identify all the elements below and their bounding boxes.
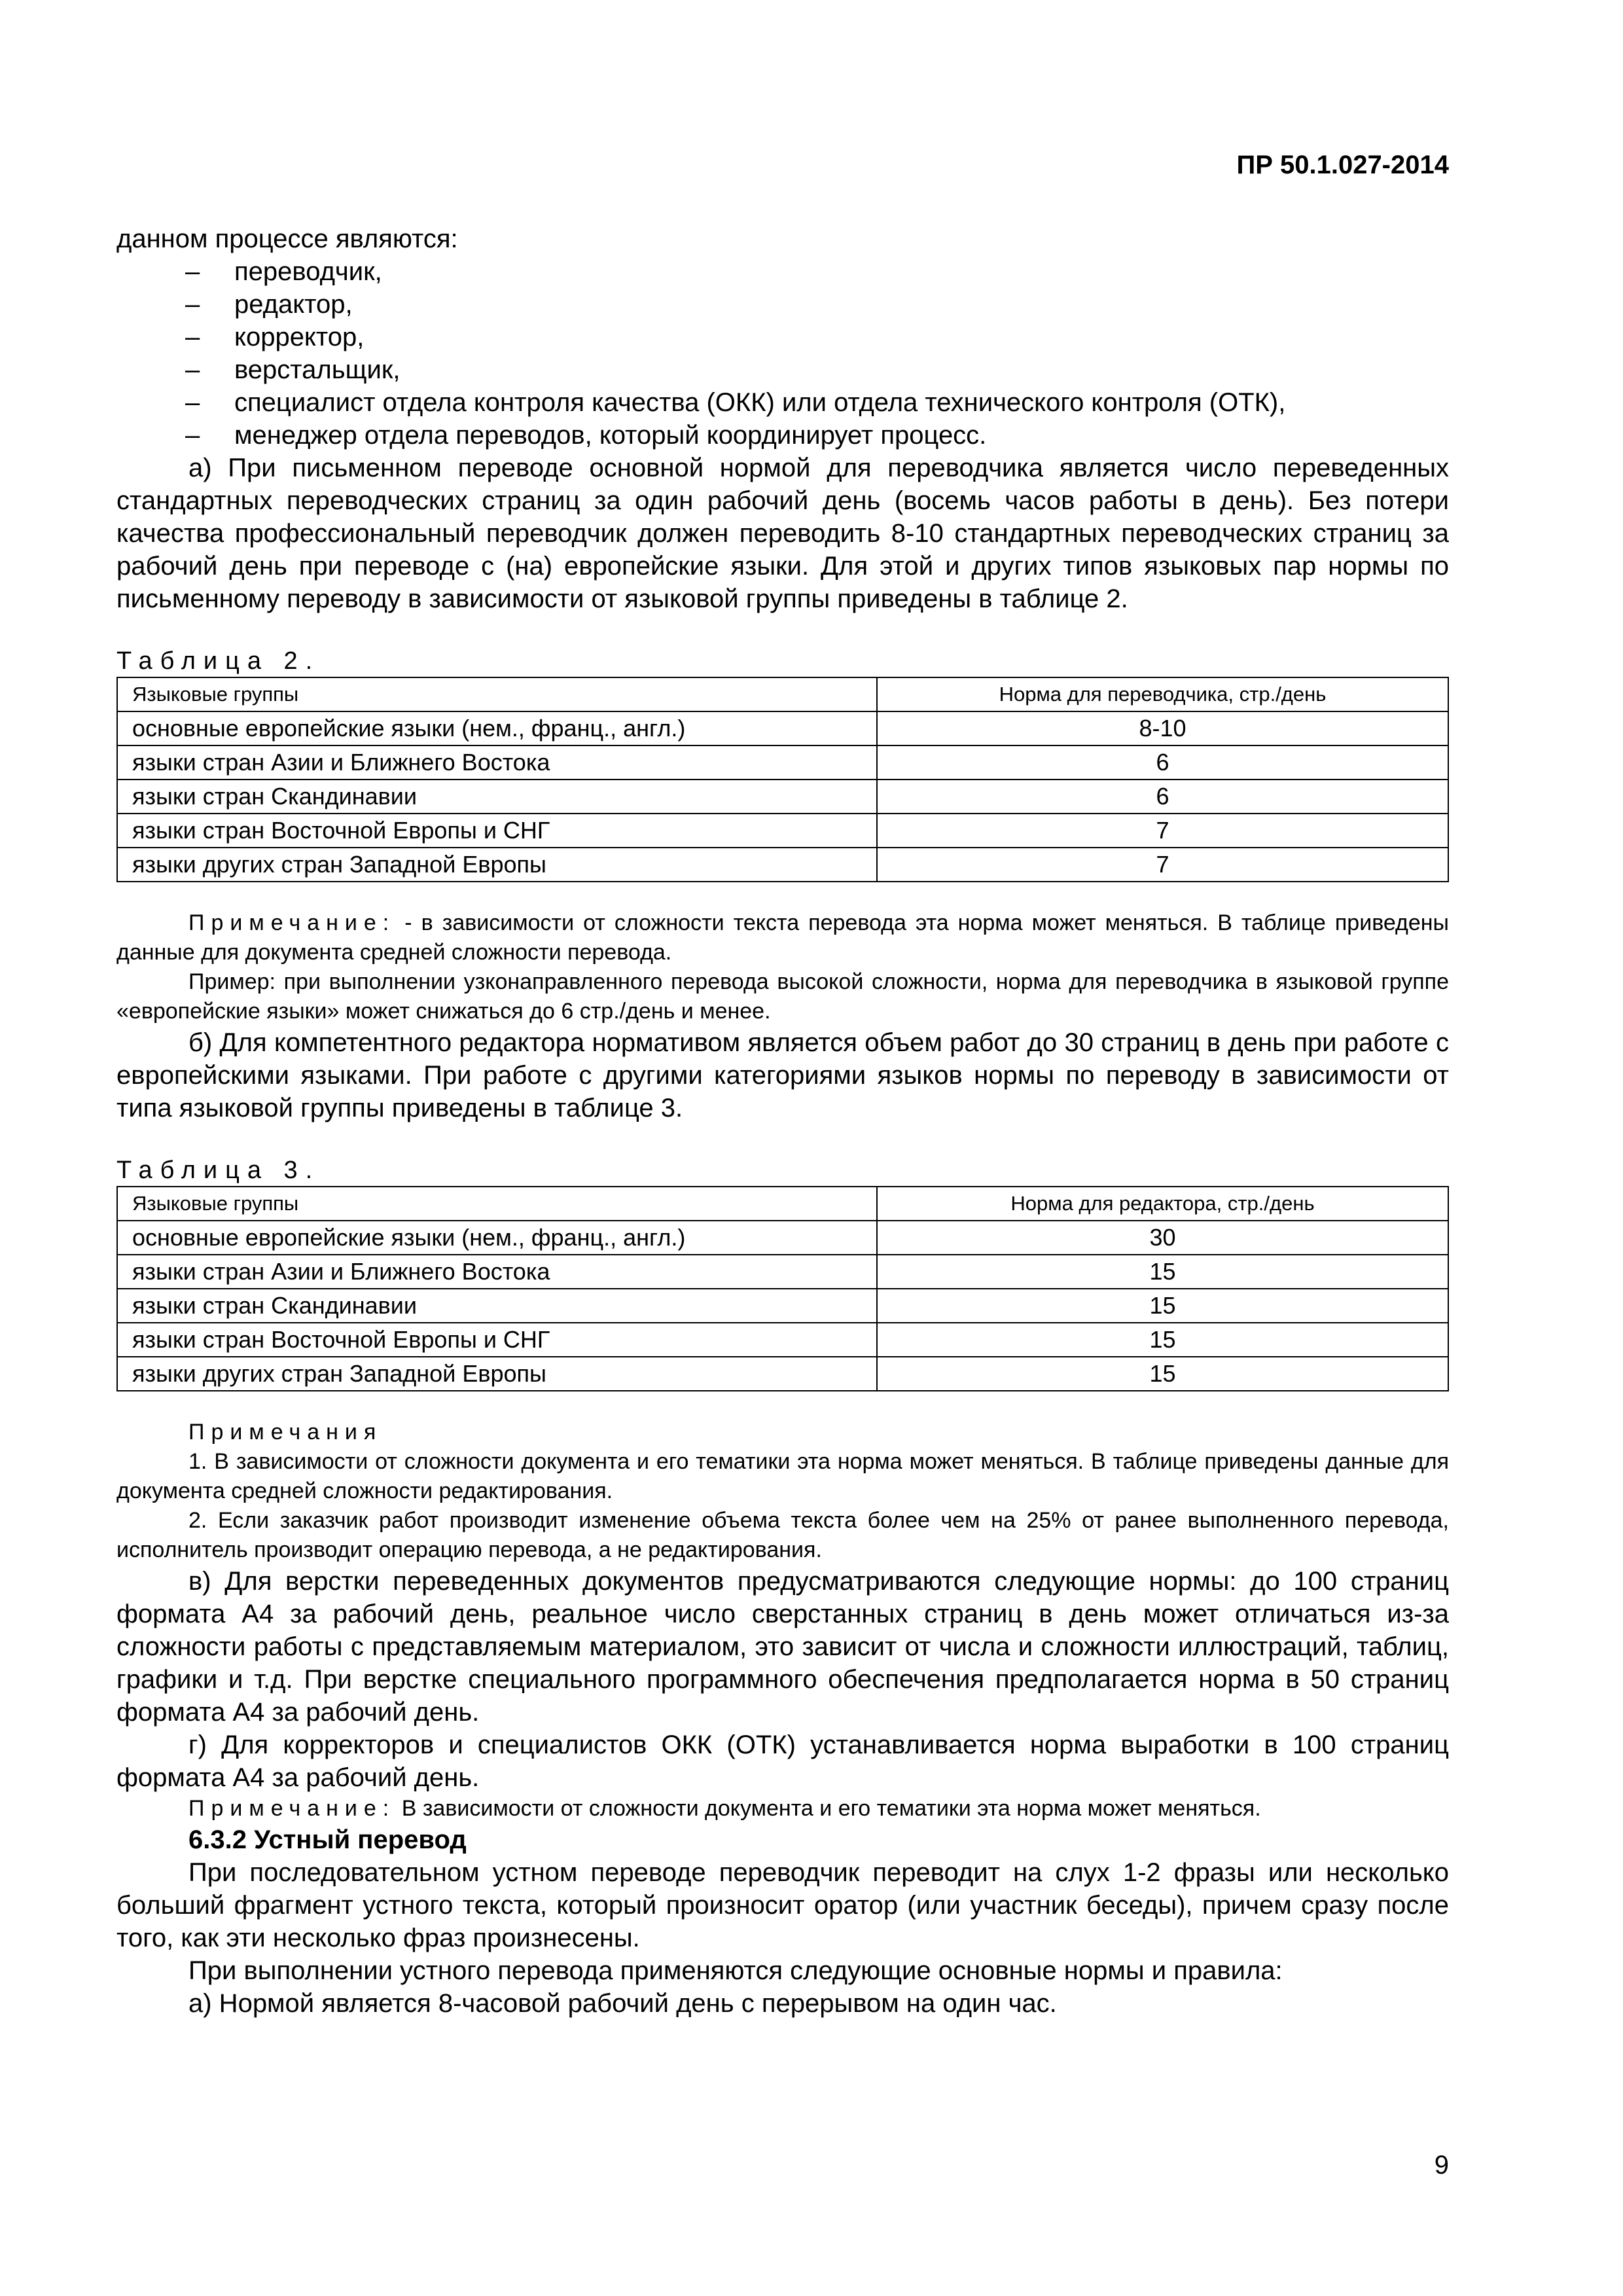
table2-note [116,908,1449,967]
table-row [117,848,1448,882]
table-row [117,1255,1448,1289]
table-row [117,1289,1448,1323]
table-cell: 15 [877,1323,1448,1357]
table2-example: Пример: при выполнении узконаправленного перевода высокой сложности, норма для переводчика в языковой группе «европейские языки» может снижаться до 6 стр./день и менее. [116,969,1449,1024]
table-cell: языки стран Скандинавии [117,1289,877,1323]
paragraph-g: г) Для корректоров и специалистов ОКК (ОТК) устанавливается норма выработки в 100 страниц формата А4 за рабочий день. [116,1731,1449,1792]
table-cell: 15 [877,1357,1448,1391]
table-cell: 30 [877,1221,1448,1255]
table-row [117,1323,1448,1357]
table-row [117,1221,1448,1255]
list-item: – переводчик, [116,255,1449,288]
table2-caption: Таблица 2. [116,647,321,675]
table-header-cell: Языковые группы [117,677,877,711]
oral-paragraph-a: а) Нормой является 8-часовой рабочий день с перерывом на один час. [188,1989,1057,2018]
paragraph-g-note [116,1794,1449,1823]
table-row [117,711,1448,745]
table-cell: 7 [877,848,1448,882]
table-cell: языки стран Восточной Европы и СНГ [117,814,877,848]
page-number: 9 [1434,2151,1449,2179]
table-3 [116,1186,1449,1391]
table-cell: языки стран Азии и Ближнего Востока [117,745,877,780]
document-code: ПР 50.1.027-2014 [1236,151,1449,179]
table-cell: 6 [877,780,1448,814]
table-cell: языки стран Восточной Европы и СНГ [117,1323,877,1357]
table-row [117,814,1448,848]
table-2 [116,677,1449,882]
list-item: – корректор, [116,321,1449,353]
oral-paragraph-1: При последовательном устном переводе переводчик переводит на слух 1-2 фразы или несколько больший фрагмент устного текста, который произносит оратор (или участник беседы), причем сразу после того, как эти несколько фраз произнесены. [116,1858,1449,1952]
table-header-row [117,1187,1448,1221]
document-body [116,223,1449,2020]
table-header-row [117,677,1448,711]
note-item: 2. Если заказчик работ производит изменение объема текста более чем на 25% от ранее выполненного перевода, исполнитель производит операцию перевода, а не редактирования. [116,1508,1449,1562]
table-cell: языки других стран Западной Европы [117,848,877,882]
oral-paragraph-2: При выполнении устного перевода применяются следующие основные нормы и правила: [188,1956,1283,1985]
table-cell: 6 [877,745,1448,780]
table-cell: 15 [877,1289,1448,1323]
table-cell: 7 [877,814,1448,848]
table-row [117,1357,1448,1391]
intro-line: данном процессе являются: [116,224,458,253]
note-item: 1. В зависимости от сложности документа и его тематики эта норма может меняться. В таблице приведены данные для документа средней сложности редактирования. [116,1449,1449,1503]
paragraph-v: в) Для верстки переведенных документов предусматриваются следующие нормы: до 100 страниц формата А4 за рабочий день, реальное число сверстанных страниц в день может отличаться из-за сложности работы с представляемым материалом, это зависит от числа и сложности иллюстраций, таблиц, графики и т.д. При верстке специального программного обеспечения предполагается норма в 50 страниц формата А4 за рабочий день. [116,1567,1449,1727]
table3-caption: Таблица 3. [116,1157,321,1184]
list-item: – редактор, [116,288,1449,321]
list-item: – специалист отдела контроля качества (ОКК) или отдела технического контроля (ОТК), [116,386,1449,419]
table-header-cell: Языковые группы [117,1187,877,1221]
note-label: Примечание: [188,910,396,935]
table-cell: языки стран Скандинавии [117,780,877,814]
list-item: – верстальщик, [116,353,1449,386]
table-cell: языки других стран Западной Европы [117,1357,877,1391]
table-cell: языки стран Азии и Ближнего Востока [117,1255,877,1289]
section-heading: 6.3.2 Устный перевод [188,1825,467,1854]
roles-list [116,255,1449,452]
table-row [117,745,1448,780]
note-text: В зависимости от сложности документа и его тематики эта норма может меняться. [395,1796,1261,1821]
table-cell: 15 [877,1255,1448,1289]
paragraph-b: б) Для компетентного редактора нормативом является объем работ до 30 страниц в день при работе с европейскими языками. При работе с другими категориями языков нормы по переводу в зависимости от типа языковой группы приведены в таблице 3. [116,1028,1449,1122]
notes-heading: Примечания [188,1420,383,1444]
table-header-cell: Норма для редактора, стр./день [877,1187,1448,1221]
table-cell: основные европейские языки (нем., франц., англ.) [117,711,877,745]
paragraph-a: а) При письменном переводе основной нормой для переводчика является число переведенных стандартных переводческих страниц за один рабочий день (восемь часов работы в день). Без потери качества профессиональный переводчик должен переводить 8-10 стандартных переводческих страниц за рабочий день при переводе с (на) европейские языки. Для этой и других типов языковых пар нормы по письменному переводу в зависимости от языковой группы приведены в таблице 2. [116,454,1449,613]
note-label: Примечание: [188,1796,396,1821]
table-cell: основные европейские языки (нем., франц., англ.) [117,1221,877,1255]
table-header-cell: Норма для переводчика, стр./день [877,677,1448,711]
table-row [117,780,1448,814]
list-item: – менеджер отдела переводов, который координирует процесс. [116,419,1449,452]
note-text: - в зависимости от сложности текста перевода эта норма может меняться. В таблице приведены данные для документа средней сложности перевода. [116,910,1449,965]
table-cell: 8-10 [877,711,1448,745]
